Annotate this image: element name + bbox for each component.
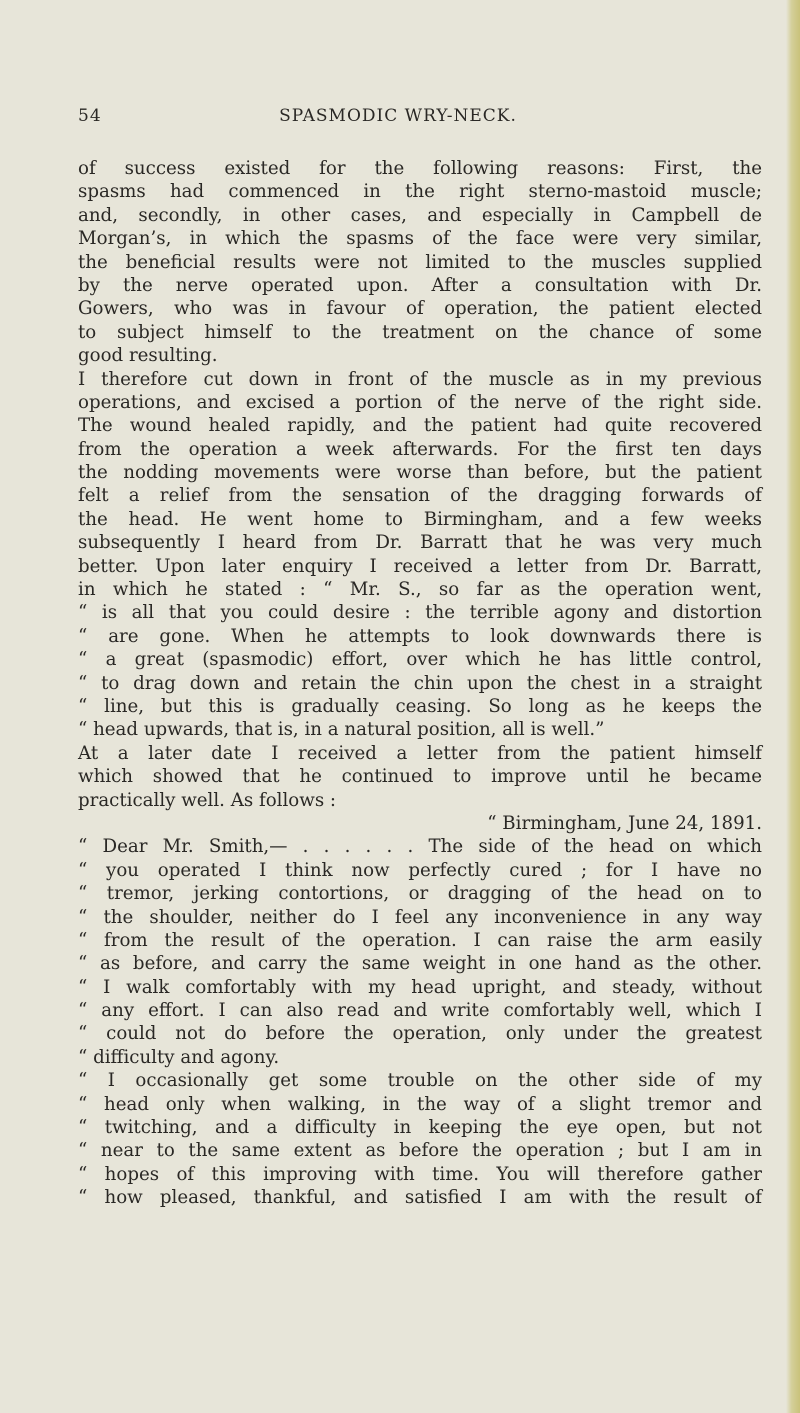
text-line: “ are gone. When he attempts to look downwards there is (78, 625, 762, 647)
running-title: SPASMODIC WRY-NECK. (279, 106, 517, 126)
text-line: “ from the result of the operation. I can raise the arm easily (78, 929, 762, 951)
text-line: “ I walk comfortably with my head upright, and steady, without (78, 976, 762, 998)
running-head (78, 106, 718, 134)
text-line: better. Upon later enquiry I received a letter from Dr. Barratt, (78, 555, 762, 577)
text-line: “ near to the same extent as before the operation ; but I am in (78, 1140, 762, 1162)
text-line: At a later date I received a letter from the patient himself (78, 742, 762, 764)
text-line: “ line, but this is gradually ceasing. So long as he keeps the (78, 695, 762, 717)
text-line: “ twitching, and a difficulty in keeping the eye open, but not (78, 1117, 762, 1139)
text-line: Morgan’s, in which the spasms of the face were very similar, (78, 228, 762, 250)
text-line: “ to drag down and retain the chin upon the chest in a straight (78, 672, 762, 694)
text-line: “ a great (spasmodic) effort, over which he has little control, (78, 649, 762, 671)
text-line: which showed that he continued to improve until he became (78, 766, 762, 788)
text-line: “ the shoulder, neither do I feel any inconvenience in any way (78, 906, 762, 928)
text-line: the beneficial results were not limited to the muscles supplied (78, 251, 762, 273)
text-line: the nodding movements were worse than before, but the patient (78, 462, 762, 484)
text-line: the head. He went home to Birmingham, and a few weeks (78, 508, 762, 530)
body-text (78, 157, 762, 1210)
text-line: I therefore cut down in front of the muscle as in my previous (78, 368, 762, 390)
text-line: from the operation a week afterwards. For the first ten days (78, 438, 762, 460)
text-line: The wound healed rapidly, and the patient had quite recovered (78, 415, 762, 437)
text-line: of success existed for the following reasons: First, the (78, 158, 762, 179)
page-edge (786, 0, 800, 1413)
text-line: practically well. As follows : (78, 789, 337, 811)
text-line: “ how pleased, thankful, and satisfied I am with the result of (78, 1187, 762, 1209)
page-number: 54 (78, 106, 102, 126)
text-line: “ any effort. I can also read and write comfortably well, which I (78, 1000, 762, 1022)
text-line: “ Birmingham, June 24, 1891. (487, 812, 762, 834)
text-line: felt a relief from the sensation of the dragging forwards of (78, 485, 762, 507)
text-line: operations, and excised a portion of the nerve of the right side. (78, 391, 762, 413)
text-line: “ I occasionally get some trouble on the other side of my (78, 1070, 762, 1092)
text-line: “ could not do before the operation, only under the greatest (78, 1023, 762, 1045)
text-line: and, secondly, in other cases, and especially in Campbell de (78, 204, 762, 226)
text-line: good resulting. (78, 345, 218, 367)
text-line: “ is all that you could desire : the terrible agony and distortion (78, 602, 762, 624)
text-line: “ tremor, jerking contortions, or dragging of the head on to (78, 883, 762, 905)
text-line: subsequently I heard from Dr. Barratt that he was very much (78, 532, 762, 554)
text-line: “ as before, and carry the same weight in one hand as the other. (78, 953, 762, 975)
text-line: in which he stated : “ Mr. S., so far as the operation went, (78, 579, 762, 601)
text-line: “ head upwards, that is, in a natural position, all is well.” (78, 719, 605, 741)
text-line: spasms had commenced in the right sterno-mastoid muscle; (78, 181, 762, 203)
text-line: Gowers, who was in favour of operation, the patient elected (78, 298, 762, 320)
text-line: “ you operated I think now perfectly cured ; for I have no (78, 859, 762, 881)
text-line: “ Dear Mr. Smith,— . . . . . . The side of the head on which (78, 836, 762, 858)
text-line: by the nerve operated upon. After a consultation with Dr. (78, 274, 762, 296)
text-line: “ hopes of this improving with time. You will therefore gather (78, 1163, 762, 1185)
text-line: to subject himself to the treatment on the chance of some (78, 321, 762, 343)
text-line: “ difficulty and agony. (78, 1046, 280, 1068)
text-line: “ head only when walking, in the way of a slight tremor and (78, 1093, 762, 1115)
